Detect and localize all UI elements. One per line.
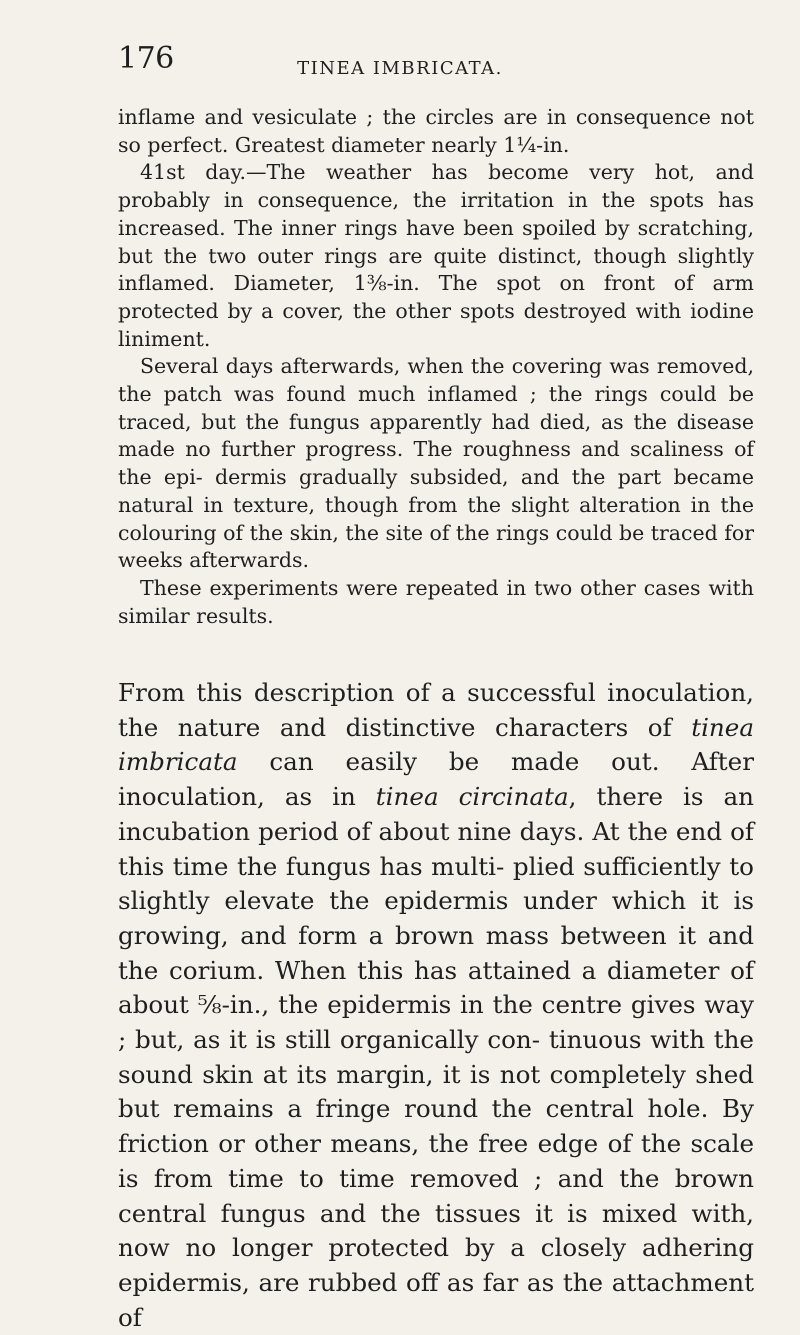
body-text: can easily be made out. After inoculation, as in	[118, 747, 754, 812]
case-note-paragraph: 41st day.—The weather has become very hot, and probably in consequence, the irritation in the spots has increased. The inner rings have been spoiled by scratching, but the two outer rings are quite distinct, though slightly inflamed. Diameter, 1⅜-in. The spot on front of arm protected by a cover, the other spots destroyed with iodine liniment.	[118, 160, 754, 351]
running-title: TINEA IMBRICATA.	[297, 58, 503, 79]
case-notes	[118, 104, 754, 630]
italic-term: tinea circinata	[375, 782, 569, 812]
case-note-paragraph: These experiments were repeated in two other cases with similar results.	[118, 575, 754, 628]
case-note-paragraph: inflame and vesiculate ; the circles are in consequence not so perfect. Greatest diameter nearly 1¼-in.	[118, 105, 754, 157]
case-note-paragraph: Several days afterwards, when the covering was removed, the patch was found much inflamed ; the rings could be traced, but the fungus apparently had died, as the disease made no further progress. The roughness and scaliness of the epi- dermis gradually subsided, and the part became natural in texture, though from the slight alteration in the colouring of the skin, the site of the rings could be traced for weeks afterwards.	[118, 354, 754, 573]
page-number: 176	[118, 41, 174, 76]
body-text: , there is an incubation period of about nine days. At the end of this time the fungus has multi- plied sufficiently to slightly elevate the epidermis under which it is growing, and form a brown mass between it and the corium. When this has attained a diameter of about ⅝-in., the epidermis in the centre gives way ; but, as it is still organically con- tinuous with the sound skin at its margin, it is not completely shed but remains a fringe round the central hole. By friction or other means, the free edge of the scale is from time to time removed ; and the brown central fungus and the tissues it is mixed with, now no longer protected by a closely adhering epidermis, are rubbed off as far as the attachment of	[118, 782, 754, 1332]
body-text: From this description of a successful inoculation, the nature and distinctive characters of	[118, 678, 754, 742]
main-text	[118, 676, 754, 1335]
body-paragraph	[118, 676, 754, 1335]
italic-term: tinea imbricata	[118, 712, 754, 777]
